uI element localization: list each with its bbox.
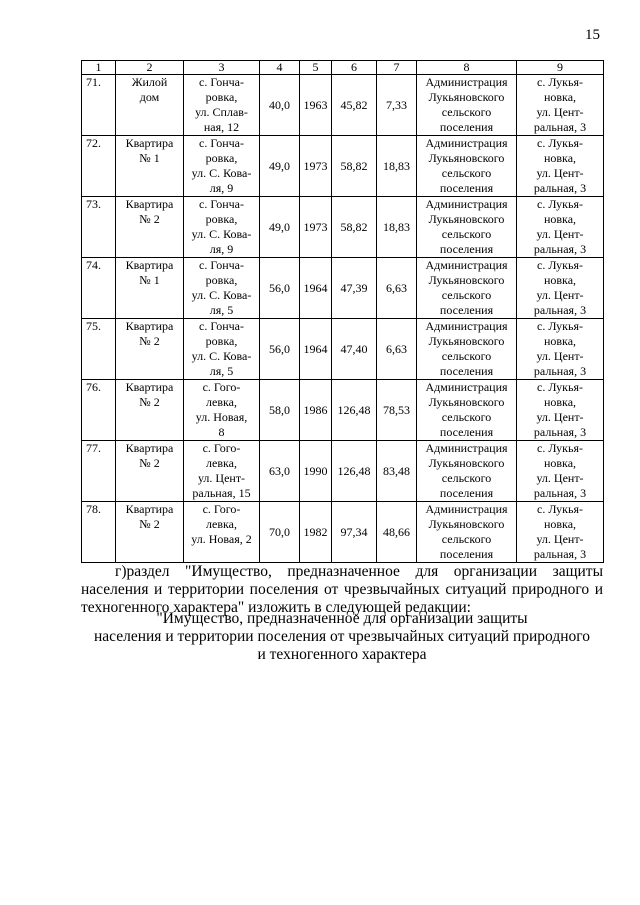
owner-line: поселения bbox=[439, 425, 494, 439]
address-line: 8 bbox=[218, 425, 225, 439]
section-heading-line: "Имущество, предназначенное для организации защиты bbox=[156, 610, 528, 627]
object-name-cell bbox=[116, 502, 184, 563]
balance-value-cell: 126,48 bbox=[332, 380, 377, 441]
residual-value-cell: 48,66 bbox=[377, 502, 417, 563]
owner-address-line: ральная, 3 bbox=[533, 425, 587, 439]
residual-value-cell: 6,63 bbox=[377, 258, 417, 319]
object-name-cell bbox=[116, 75, 184, 136]
address-line: ул. Сплав- bbox=[195, 105, 248, 119]
table-row bbox=[82, 136, 604, 197]
owner-line: Лукьяновского bbox=[428, 90, 505, 104]
year-cell: 1973 bbox=[300, 136, 332, 197]
owner-line: Лукьяновского bbox=[428, 273, 505, 287]
owner-line: сельского bbox=[441, 471, 492, 485]
balance-value-cell: 47,39 bbox=[332, 258, 377, 319]
residual-value-cell: 18,83 bbox=[377, 197, 417, 258]
object-name-cell bbox=[116, 197, 184, 258]
column-header: 8 bbox=[417, 61, 517, 75]
address-line: с. Гого- bbox=[202, 380, 241, 394]
owner-address-line: с. Лукья- bbox=[537, 380, 583, 394]
owner-line: Администрация bbox=[425, 319, 508, 333]
balance-value-cell: 47,40 bbox=[332, 319, 377, 380]
column-header: 1 bbox=[82, 61, 116, 75]
object-name-cell bbox=[116, 319, 184, 380]
row-number-cell: 76. bbox=[82, 380, 116, 441]
owner-address-line: с. Лукья- bbox=[537, 197, 583, 211]
owner-line: Лукьяновского bbox=[428, 395, 505, 409]
row-number-cell: 73. bbox=[82, 197, 116, 258]
owner-line: поселения bbox=[439, 547, 494, 561]
owner-address-line: ул. Цент- bbox=[536, 471, 584, 485]
owner-address-line: с. Лукья- bbox=[537, 136, 583, 150]
address-line: с. Гого- bbox=[202, 502, 241, 516]
year-cell: 1964 bbox=[300, 258, 332, 319]
address-line: с. Гого- bbox=[202, 441, 241, 455]
owner-address-line: ральная, 3 bbox=[533, 364, 587, 378]
owner-address-cell bbox=[517, 197, 604, 258]
object-name-line: № 2 bbox=[139, 212, 160, 226]
owner-line: сельского bbox=[441, 410, 492, 424]
address-line: ля, 9 bbox=[209, 181, 234, 195]
area-cell: 40,0 bbox=[260, 75, 300, 136]
owner-address-line: с. Лукья- bbox=[537, 441, 583, 455]
owner-line: Администрация bbox=[425, 441, 508, 455]
owner-line: поселения bbox=[439, 120, 494, 134]
address-cell bbox=[184, 502, 260, 563]
address-cell bbox=[184, 136, 260, 197]
residual-value-cell: 7,33 bbox=[377, 75, 417, 136]
address-cell bbox=[184, 441, 260, 502]
owner-line: Лукьяновского bbox=[428, 334, 505, 348]
owner-address-line: ральная, 3 bbox=[533, 120, 587, 134]
table-row bbox=[82, 75, 604, 136]
area-cell: 56,0 bbox=[260, 258, 300, 319]
object-name-cell bbox=[116, 136, 184, 197]
address-line: ля, 5 bbox=[209, 303, 234, 317]
owner-address-line: с. Лукья- bbox=[537, 319, 583, 333]
owner-line: сельского bbox=[441, 166, 492, 180]
address-line: ральная, 15 bbox=[192, 486, 251, 500]
table-row bbox=[82, 197, 604, 258]
object-name-line: Квартира bbox=[125, 319, 174, 333]
column-header: 2 bbox=[116, 61, 184, 75]
owner-cell bbox=[417, 380, 517, 441]
year-cell: 1990 bbox=[300, 441, 332, 502]
owner-line: сельского bbox=[441, 288, 492, 302]
object-name-cell bbox=[116, 441, 184, 502]
owner-address-cell bbox=[517, 441, 604, 502]
address-line: с. Гонча- bbox=[199, 319, 244, 333]
owner-address-line: ул. Цент- bbox=[536, 166, 584, 180]
year-cell: 1964 bbox=[300, 319, 332, 380]
owner-line: сельского bbox=[441, 105, 492, 119]
object-name-line: Квартира bbox=[125, 502, 174, 516]
address-line: ровка, bbox=[205, 90, 238, 104]
table-header-row bbox=[82, 61, 604, 75]
owner-line: Администрация bbox=[425, 136, 508, 150]
address-cell bbox=[184, 75, 260, 136]
address-line: ул. Цент- bbox=[197, 471, 246, 485]
owner-address-line: ул. Цент- bbox=[536, 227, 584, 241]
address-cell bbox=[184, 380, 260, 441]
owner-cell bbox=[417, 441, 517, 502]
owner-address-cell bbox=[517, 380, 604, 441]
residual-value-cell: 78,53 bbox=[377, 380, 417, 441]
balance-value-cell: 45,82 bbox=[332, 75, 377, 136]
section-heading-line: и техногенного характера bbox=[257, 646, 427, 663]
owner-line: сельского bbox=[441, 532, 492, 546]
owner-line: Лукьяновского bbox=[428, 456, 505, 470]
address-line: ул. С. Кова- bbox=[191, 227, 252, 241]
owner-line: Администрация bbox=[425, 502, 508, 516]
owner-address-line: новка, bbox=[543, 456, 577, 470]
object-name-line: № 1 bbox=[139, 151, 160, 165]
year-cell: 1986 bbox=[300, 380, 332, 441]
address-line: с. Гонча- bbox=[199, 75, 244, 89]
owner-cell bbox=[417, 197, 517, 258]
column-header: 6 bbox=[332, 61, 377, 75]
section-heading-line: населения и территории поселения от чрезвычайных ситуаций природного bbox=[93, 628, 590, 645]
area-cell: 70,0 bbox=[260, 502, 300, 563]
object-name-line: дом bbox=[139, 90, 160, 104]
owner-address-cell bbox=[517, 319, 604, 380]
owner-address-line: ул. Цент- bbox=[536, 410, 584, 424]
object-name-line: Квартира bbox=[125, 441, 174, 455]
column-header: 9 bbox=[517, 61, 604, 75]
page-number: 15 bbox=[585, 27, 600, 43]
object-name-cell bbox=[116, 380, 184, 441]
balance-value-cell: 58,82 bbox=[332, 136, 377, 197]
owner-line: Администрация bbox=[425, 380, 508, 394]
address-line: ул. Новая, 2 bbox=[191, 532, 252, 546]
address-cell bbox=[184, 258, 260, 319]
address-line: ул. Новая, bbox=[195, 410, 248, 424]
owner-address-line: с. Лукья- bbox=[537, 258, 583, 272]
address-cell bbox=[184, 197, 260, 258]
address-line: ровка, bbox=[205, 273, 238, 287]
section-heading bbox=[81, 610, 603, 664]
column-header: 7 bbox=[377, 61, 417, 75]
owner-address-line: новка, bbox=[543, 151, 577, 165]
table-row bbox=[82, 319, 604, 380]
balance-value-cell: 97,34 bbox=[332, 502, 377, 563]
object-name-line: Квартира bbox=[125, 380, 174, 394]
address-line: с. Гонча- bbox=[199, 197, 244, 211]
owner-line: поселения bbox=[439, 181, 494, 195]
owner-line: поселения bbox=[439, 242, 494, 256]
owner-line: Администрация bbox=[425, 258, 508, 272]
owner-line: поселения bbox=[439, 486, 494, 500]
object-name-line: Жилой bbox=[131, 75, 168, 89]
balance-value-cell: 126,48 bbox=[332, 441, 377, 502]
owner-address-cell bbox=[517, 75, 604, 136]
owner-line: поселения bbox=[439, 303, 494, 317]
residual-value-cell: 18,83 bbox=[377, 136, 417, 197]
table-row bbox=[82, 502, 604, 563]
owner-address-line: ральная, 3 bbox=[533, 242, 587, 256]
owner-address-line: ул. Цент- bbox=[536, 349, 584, 363]
column-header: 4 bbox=[260, 61, 300, 75]
owner-address-line: новка, bbox=[543, 395, 577, 409]
address-cell bbox=[184, 319, 260, 380]
row-number-cell: 75. bbox=[82, 319, 116, 380]
owner-line: Администрация bbox=[425, 197, 508, 211]
area-cell: 56,0 bbox=[260, 319, 300, 380]
column-header: 5 bbox=[300, 61, 332, 75]
address-line: с. Гонча- bbox=[199, 136, 244, 150]
amendment-paragraph: г)раздел "Имущество, предназначенное для организации защиты населения и территории поселения от чрезвычайных ситуаций природного и техногенного характера" изложить в следующей редакции: bbox=[81, 563, 603, 616]
area-cell: 49,0 bbox=[260, 136, 300, 197]
object-name-line: Квартира bbox=[125, 136, 174, 150]
year-cell: 1982 bbox=[300, 502, 332, 563]
owner-address-cell bbox=[517, 136, 604, 197]
address-line: ля, 5 bbox=[209, 364, 234, 378]
table-row bbox=[82, 380, 604, 441]
owner-address-line: новка, bbox=[543, 273, 577, 287]
owner-address-line: новка, bbox=[543, 517, 577, 531]
owner-cell bbox=[417, 502, 517, 563]
address-line: ул. С. Кова- bbox=[191, 349, 252, 363]
owner-cell bbox=[417, 136, 517, 197]
owner-address-line: ральная, 3 bbox=[533, 547, 587, 561]
table-row bbox=[82, 258, 604, 319]
address-line: ля, 9 bbox=[209, 242, 234, 256]
object-name-cell bbox=[116, 258, 184, 319]
object-name-line: № 2 bbox=[139, 456, 160, 470]
object-name-line: № 2 bbox=[139, 517, 160, 531]
owner-line: Лукьяновского bbox=[428, 517, 505, 531]
object-name-line: № 2 bbox=[139, 395, 160, 409]
area-cell: 49,0 bbox=[260, 197, 300, 258]
area-cell: 58,0 bbox=[260, 380, 300, 441]
owner-cell bbox=[417, 319, 517, 380]
owner-address-line: ул. Цент- bbox=[536, 288, 584, 302]
address-line: ул. С. Кова- bbox=[191, 166, 252, 180]
address-line: ул. С. Кова- bbox=[191, 288, 252, 302]
property-table bbox=[81, 60, 604, 563]
address-line: ровка, bbox=[205, 212, 238, 226]
residual-value-cell: 6,63 bbox=[377, 319, 417, 380]
row-number-cell: 71. bbox=[82, 75, 116, 136]
owner-address-line: ул. Цент- bbox=[536, 532, 584, 546]
address-line: ровка, bbox=[205, 334, 238, 348]
object-name-line: Квартира bbox=[125, 258, 174, 272]
address-line: левка, bbox=[206, 456, 237, 470]
owner-cell bbox=[417, 258, 517, 319]
row-number-cell: 74. bbox=[82, 258, 116, 319]
owner-address-line: с. Лукья- bbox=[537, 502, 583, 516]
address-line: левка, bbox=[206, 517, 237, 531]
row-number-cell: 77. bbox=[82, 441, 116, 502]
owner-line: Лукьяновского bbox=[428, 151, 505, 165]
balance-value-cell: 58,82 bbox=[332, 197, 377, 258]
row-number-cell: 72. bbox=[82, 136, 116, 197]
owner-address-line: новка, bbox=[543, 212, 577, 226]
owner-line: поселения bbox=[439, 364, 494, 378]
address-line: левка, bbox=[206, 395, 237, 409]
table-row bbox=[82, 441, 604, 502]
column-header: 3 bbox=[184, 61, 260, 75]
owner-address-line: ральная, 3 bbox=[533, 486, 587, 500]
owner-line: Администрация bbox=[425, 75, 508, 89]
owner-address-line: ральная, 3 bbox=[533, 181, 587, 195]
year-cell: 1963 bbox=[300, 75, 332, 136]
owner-line: Лукьяновского bbox=[428, 212, 505, 226]
year-cell: 1973 bbox=[300, 197, 332, 258]
owner-address-line: ул. Цент- bbox=[536, 105, 584, 119]
object-name-line: № 2 bbox=[139, 334, 160, 348]
owner-line: сельского bbox=[441, 349, 492, 363]
residual-value-cell: 83,48 bbox=[377, 441, 417, 502]
owner-line: сельского bbox=[441, 227, 492, 241]
owner-cell bbox=[417, 75, 517, 136]
object-name-line: № 1 bbox=[139, 273, 160, 287]
row-number-cell: 78. bbox=[82, 502, 116, 563]
address-line: ная, 12 bbox=[203, 120, 240, 134]
owner-address-line: ральная, 3 bbox=[533, 303, 587, 317]
area-cell: 63,0 bbox=[260, 441, 300, 502]
address-line: с. Гонча- bbox=[199, 258, 244, 272]
owner-address-cell bbox=[517, 258, 604, 319]
owner-address-line: новка, bbox=[543, 334, 577, 348]
object-name-line: Квартира bbox=[125, 197, 174, 211]
owner-address-line: с. Лукья- bbox=[537, 75, 583, 89]
address-line: ровка, bbox=[205, 151, 238, 165]
owner-address-cell bbox=[517, 502, 604, 563]
owner-address-line: новка, bbox=[543, 90, 577, 104]
